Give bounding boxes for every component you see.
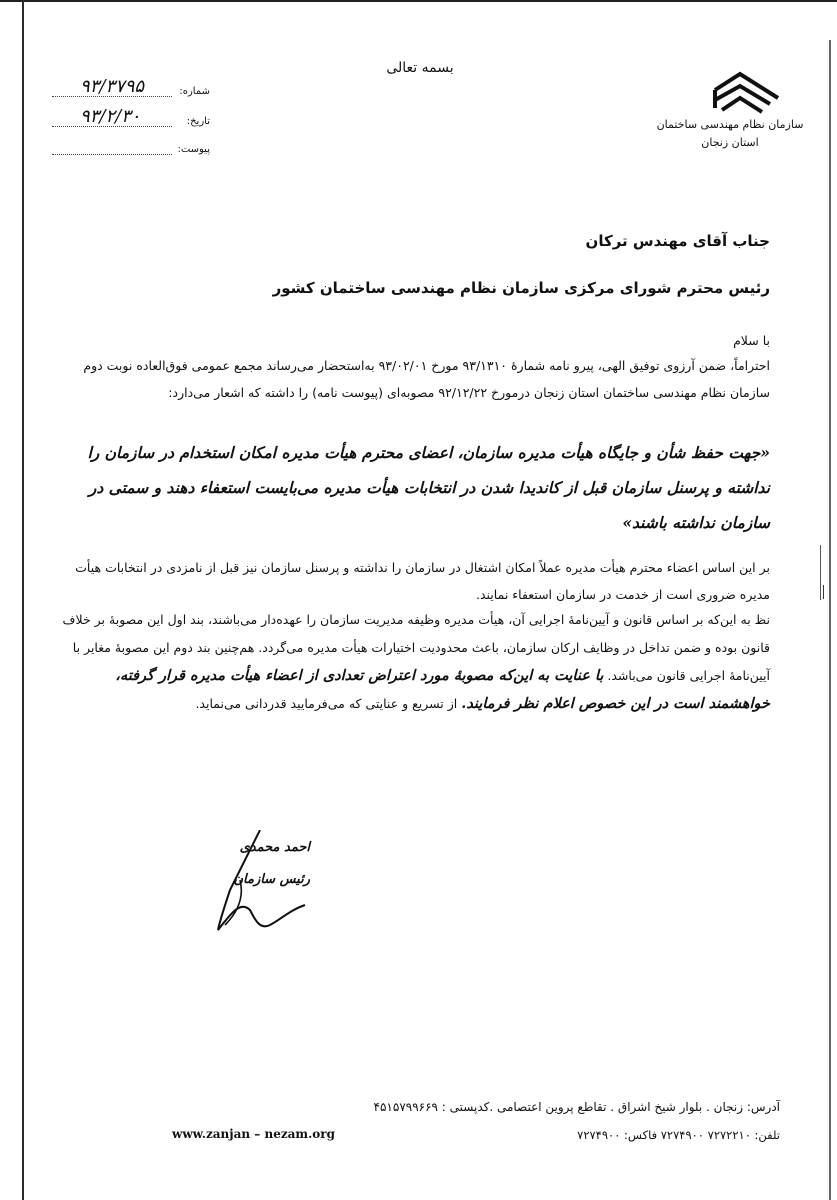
closing-thanks: از تسریع و عنایتی که می‌فرمایید قدردانی می‌نماید.	[195, 696, 458, 711]
recipient-name: جناب آقای مهندس ترکان	[585, 232, 770, 250]
organization-province: استان زنجان	[701, 136, 759, 149]
salutation: با سلام	[733, 333, 770, 348]
organization-logo-icon	[700, 70, 790, 120]
bismillah-heading: بسمه تعالی	[386, 60, 454, 76]
organization-name: سازمان نظام مهندسی ساختمان	[656, 118, 804, 131]
letter-number-value: ۹۳/۳۷۹۵	[80, 76, 145, 97]
letter-attachment-label: پیوست:	[177, 144, 210, 155]
recipient-title: رئیس محترم شورای مرکزی سازمان نظام مهندسی ساختمان کشور	[272, 279, 770, 297]
quoted-resolution: «جهت حفظ شأن و جایگاه هیأت مدیره سازمان، اعضای محترم هیأت مدیره امکان استخدام در سازمان را نداشته و پرسنل سازمان قبل از کاندیدا شدن در انتخابات هیأت مدیره می‌بایست استعفاء دهند و سمتی در سازمان نداشته باشند»	[87, 443, 770, 532]
page-border-right	[829, 40, 831, 1200]
paragraph-objection	[60, 606, 770, 718]
signer-title: رئیس سازمان	[233, 872, 310, 887]
signer-name: احمد محمدی	[239, 840, 310, 855]
page-border-top	[0, 0, 837, 2]
paragraph-intro: احتراماً، ضمن آرزوی توفیق الهی، پیرو نامه شمارهٔ ۹۳/۱۳۱۰ مورخ ۹۳/۰۲/۰۱ به‌استحضار می‌رساند مجمع عمومی فوق‌العاده نوبت دوم سازمان نظام مهندسی ساختمان استان زنجان درمورخ ۹۲/۱۲/۲۲ مصوبه‌ای (پیوست نامه) را داشته که اشعار می‌دارد:	[83, 358, 770, 400]
objection-text: نظ به این‌که بر اساس قانون و آیین‌نامهٔ اجرایی آن، هیأت مدیره وظیفه مدیریت سازمان را عهده‌دار می‌باشند، بند اول این مصوبهٔ بر خلاف قانون بوده و ضمن تداخل در وظایف ارکان سازمان، باعث محدودیت اختیارات هیأت مدیره می‌گردد. هم‌چنین بند دوم این مصوبهٔ مغایر با آیین‌نامهٔ اجرایی قانون می‌باشد.	[62, 612, 770, 683]
footer-website: www.zanjan – nezam.org	[172, 1127, 336, 1141]
letter-date-value: ۹۳/۲/۳۰	[80, 106, 141, 127]
letter-attachment-field	[40, 140, 220, 160]
margin-mark	[820, 545, 821, 600]
paragraph-consequence: بر این اساس اعضاء محترم هیأت مدیره عملاً امکان اشتغال در سازمان را نداشته و پرسنل سازمان نیز قبل از نامزدی در انتخابات هیأت مدیره ضروری است از خدمت در سازمان استعفاء نمایند.	[75, 560, 770, 602]
objection-request: با عنایت به این‌که مصوبهٔ مورد اعتراض تعدادی از اعضاء هیأت مدیره قرار گرفته، خواهشمند است در این خصوص اعلام نظر فرمایند.	[115, 667, 770, 712]
letter-date-field	[40, 106, 220, 132]
letter-date-label: تاریخ:	[186, 116, 210, 127]
footer-address: آدرس: زنجان . بلوار شیخ اشراق . تقاطع پروین اعتصامی .کدپستی : ۴۵۱۵۷۹۹۶۶۹	[373, 1100, 780, 1114]
margin-mark	[823, 585, 824, 599]
page-border-left	[22, 0, 24, 1200]
letter-attachment-line	[52, 154, 172, 155]
letter-number-label: شماره:	[179, 86, 210, 97]
footer-phones: تلفن: ۷۲۷۲۲۱۰ ۷۲۷۴۹۰۰ فاکس: ۷۲۷۴۹۰۰	[577, 1128, 780, 1142]
letter-number-field	[40, 76, 220, 102]
